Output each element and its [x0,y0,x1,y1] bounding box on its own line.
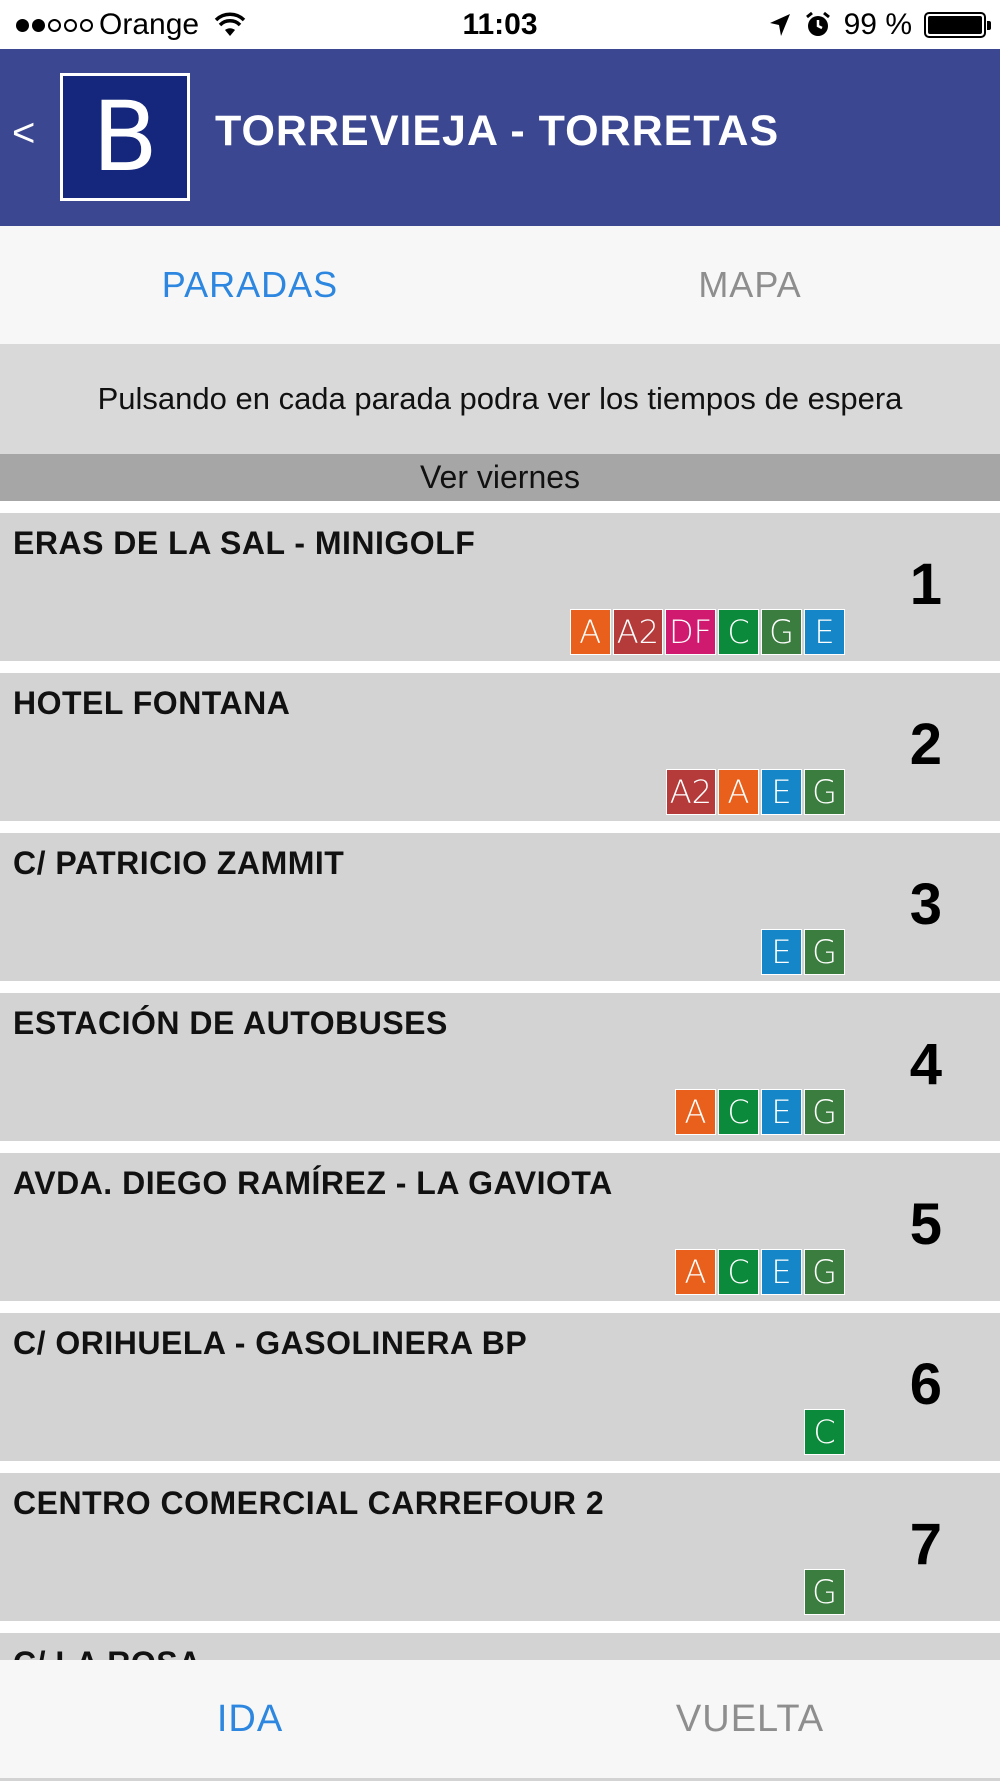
line-badge: G [804,1249,845,1295]
bus-logo [60,73,190,201]
line-badge: E [761,769,802,815]
line-badge: E [761,929,802,975]
stop-row[interactable] [0,1153,1000,1301]
carrier-label: Orange [99,8,200,41]
line-badge: C [718,609,759,655]
line-badge: DF [665,609,716,655]
line-badge: G [761,609,802,655]
status-right [768,8,986,42]
stop-row[interactable] [0,833,1000,981]
line-badges [675,1249,845,1295]
info-message: Pulsando en cada parada podra ver los tiempos de espera [0,344,1000,454]
stop-number: 1 [909,552,942,617]
tab-mapa[interactable]: MAPA [698,264,802,305]
tab-vuelta[interactable]: VUELTA [675,1697,825,1740]
stop-row[interactable] [0,1313,1000,1461]
page-title: TORREVIEJA - TORRETAS [215,107,780,155]
line-badges [761,929,845,975]
back-button[interactable]: < [12,111,36,155]
view-tabs [0,226,1000,344]
tab-ida[interactable]: IDA [216,1697,284,1740]
location-arrow-icon [768,12,792,38]
stop-number: 6 [909,1352,942,1417]
line-badges [675,1089,845,1135]
alarm-clock-icon [804,11,832,39]
stop-number: 3 [909,872,942,937]
line-badges [804,1569,845,1615]
line-badge: C [718,1089,759,1135]
stop-number: 5 [909,1192,942,1257]
battery-percent: 99 % [843,8,912,41]
stop-name: C/ ORIHUELA - GASOLINERA BP [13,1325,528,1361]
stop-number: 4 [909,1032,942,1097]
direction-tabs [0,1660,1000,1778]
stop-name: CENTRO COMERCIAL CARREFOUR 2 [13,1485,605,1521]
tab-paradas[interactable]: PARADAS [161,264,339,305]
logo-letter: B [92,81,158,193]
stop-number: 7 [909,1512,942,1577]
stop-name: C/ PATRICIO ZAMMIT [13,845,345,881]
line-badge: E [804,609,845,655]
line-badge: G [804,1569,845,1615]
stop-row[interactable] [0,1473,1000,1621]
ver-viernes-button[interactable]: Ver viernes [0,454,1000,501]
status-bar [0,0,1000,49]
line-badge: E [761,1249,802,1295]
line-badge: E [761,1089,802,1135]
stop-row[interactable] [0,993,1000,1141]
stop-name: ESTACIÓN DE AUTOBUSES [13,1005,448,1041]
line-badge: A [570,609,611,655]
line-badge: G [804,1089,845,1135]
line-badge: G [804,929,845,975]
line-badge: A [675,1089,716,1135]
line-badge: A [718,769,759,815]
line-badge: A2 [613,609,663,655]
battery-icon [924,12,986,38]
line-badge: C [804,1409,845,1455]
line-badge: C [718,1249,759,1295]
line-badges [804,1409,845,1455]
line-badge: A [675,1249,716,1295]
line-badges [570,609,845,655]
stop-number: 2 [909,712,942,777]
line-badge: G [804,769,845,815]
line-badge: A2 [666,769,716,815]
stops-list [0,501,1000,1660]
stop-row[interactable] [0,673,1000,821]
stop-name: HOTEL FONTANA [13,685,291,721]
stop-row[interactable] [0,513,1000,661]
line-badges [666,769,845,815]
header-bar [0,49,1000,226]
stop-name: ERAS DE LA SAL - MINIGOLF [13,525,476,561]
status-time: 11:03 [462,8,538,41]
stop-name: AVDA. DIEGO RAMÍREZ - LA GAVIOTA [13,1165,613,1201]
